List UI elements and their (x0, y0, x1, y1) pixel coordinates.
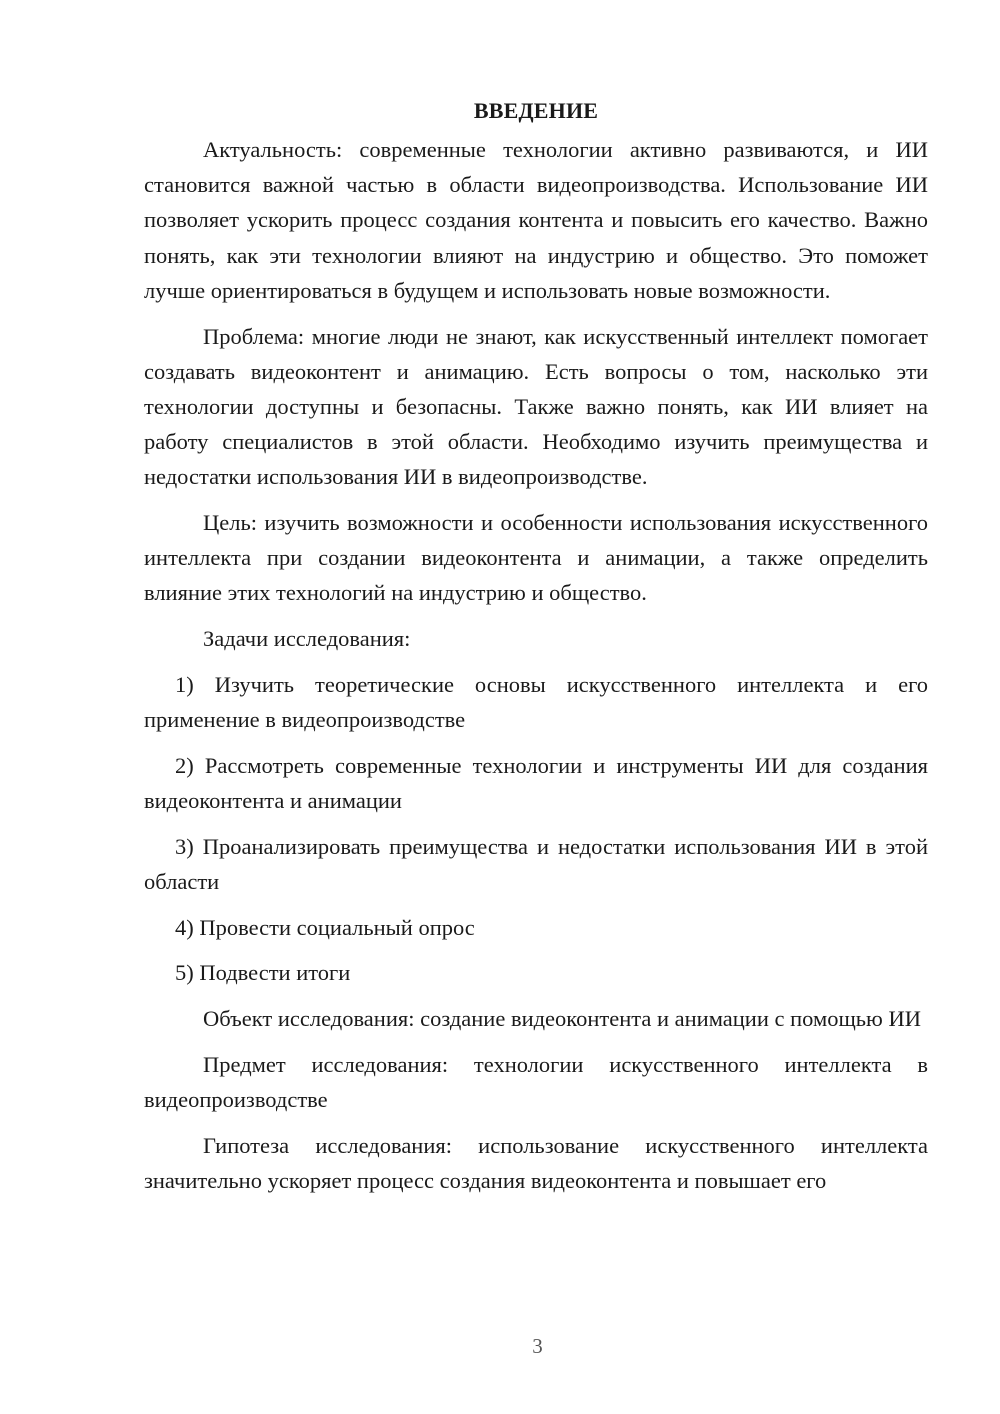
task-item-5: 5) Подвести итоги (175, 960, 351, 986)
paragraph-hypothesis: Гипотеза исследования: использование искусственного интеллекта значительно ускоряет процесс создания видеоконтента и повышает его (144, 1132, 928, 1193)
paragraph-subject: Предмет исследования: технологии искусственного интеллекта в видеопроизводстве (144, 1051, 928, 1112)
task-item-2: 2) Рассмотреть современные технологии и инструменты ИИ для создания видеоконтента и анимации (144, 752, 928, 813)
paragraph-goal: Цель: изучить возможности и особенности использования искусственного интеллекта при создании видеоконтента и анимации, а также определить влияние этих технологий на индустрию и общество. (144, 510, 928, 606)
page-title: ВВЕДЕНИЕ (473, 98, 599, 123)
paragraph-relevance: Актуальность: современные технологии активно развиваются, и ИИ становится важной частью в области видеопроизводства. Использование ИИ позволяет ускорить процесс создания контента и повысить его качество. Важно понять, как эти технологии влияют на индустрию и общество. Это поможет лучше ориентироваться в будущем и использовать новые возможности. (144, 137, 928, 303)
task-item-3: 3) Проанализировать преимущества и недостатки использования ИИ в этой области (144, 833, 928, 894)
page-number: 3 (532, 1334, 543, 1358)
task-item-4: 4) Провести социальный опрос (175, 914, 475, 940)
tasks-heading: Задачи исследования: (203, 626, 411, 652)
paragraph-object: Объект исследования: создание видеоконтента и анимации с помощью ИИ (203, 1005, 921, 1031)
task-item-1: 1) Изучить теоретические основы искусственного интеллекта и его применение в видеопроизводстве (144, 671, 928, 733)
paragraph-problem: Проблема: многие люди не знают, как искусственный интеллект помогает создавать видеоконтент и анимацию. Есть вопросы о том, насколько эти технологии доступны и безопасны. Также важно понять, как ИИ влияет на работу специалистов в этой области. Необходимо изучить преимущества и недостатки использования ИИ в видеопроизводстве. (144, 323, 928, 490)
page-content (144, 93, 928, 1198)
